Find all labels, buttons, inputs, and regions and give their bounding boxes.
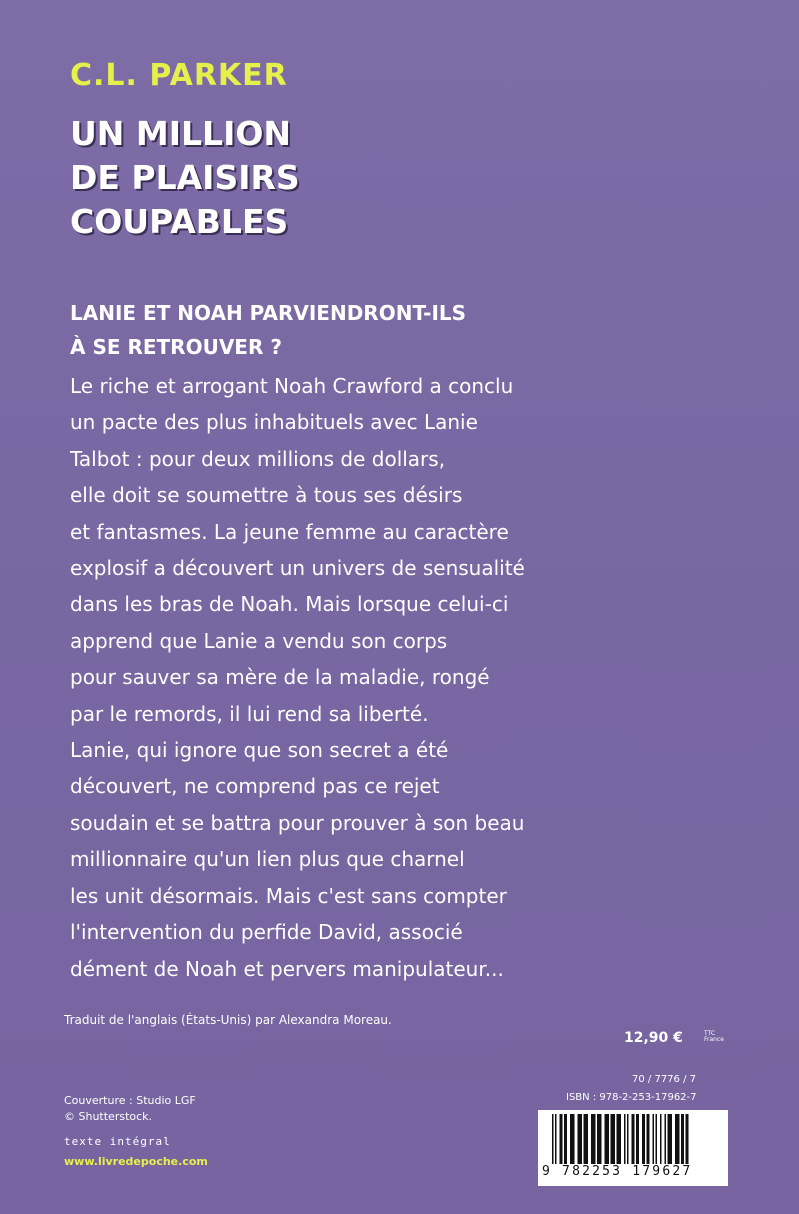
barcode-bar [597, 1114, 602, 1164]
author-name: C.L. PARKER [70, 58, 288, 93]
barcode-bar [564, 1114, 567, 1164]
barcode-bar [668, 1114, 673, 1164]
title-line: DE PLAISIRS [70, 158, 300, 197]
barcode-bar [578, 1114, 583, 1164]
barcode-bar [552, 1114, 554, 1164]
barcode-bar [636, 1114, 639, 1164]
barcode-bar [642, 1114, 645, 1164]
barcode-bar [584, 1114, 589, 1164]
blurb-line: explosif a découvert un univers de sensualité [70, 556, 525, 581]
tagline-line: LANIE ET NOAH PARVIENDRONT-ILS [70, 301, 467, 325]
barcode-bar [555, 1114, 557, 1164]
blurb-line: Le riche et arrogant Noah Crawford a conclu [70, 374, 514, 398]
tagline-line: À SE RETROUVER ? [70, 335, 282, 359]
barcode-bar [570, 1114, 575, 1164]
blurb-line: un pacte des plus inhabituels avec Lanie [70, 410, 478, 435]
title-line: UN MILLION [70, 114, 292, 153]
barcode-bar [660, 1114, 662, 1164]
product-code: 70 / 7776 / 7 [632, 1074, 696, 1085]
blurb-line: Lanie, qui ignore que son secret a été [70, 738, 449, 763]
publisher-website: www.livredepoche.com [64, 1155, 208, 1168]
blurb-line: découvert, ne comprend pas ce rejet [70, 774, 440, 799]
translator-credit: Traduit de l'anglais (États-Unis) par Alexandra Moreau. [64, 1013, 392, 1027]
barcode-bar [611, 1114, 616, 1164]
barcode-bar [627, 1114, 629, 1164]
barcode-bar [675, 1114, 680, 1164]
credit-line: © Shutterstock. [64, 1110, 153, 1123]
barcode-bar [591, 1114, 596, 1164]
barcode-bar [665, 1114, 667, 1164]
price-note: TTC France [704, 1030, 724, 1043]
barcode-bar [605, 1114, 610, 1164]
blurb-line: par le remords, il lui rend sa liberté. [70, 701, 429, 726]
tagline [70, 296, 466, 364]
barcode-bar [560, 1114, 563, 1164]
blurb-line: pour sauver sa mère de la maladie, rongé [70, 665, 490, 690]
blurb-line: les unit désormais. Mais c'est sans compter [70, 883, 507, 908]
blurb-line: dément de Noah et pervers manipulateur... [70, 956, 504, 981]
barcode-bar [681, 1114, 684, 1164]
blurb-line: dans les bras de Noah. Mais lorsque celui-ci [70, 592, 509, 617]
blurb-line: elle doit se soumettre à tous ses désirs [70, 483, 463, 508]
barcode-bar [624, 1114, 626, 1164]
title-line: COUPABLES [70, 202, 289, 241]
isbn: ISBN : 978-2-253-17962-7 [566, 1092, 697, 1103]
barcode-bar [632, 1114, 635, 1164]
barcode [538, 1110, 728, 1186]
barcode-bar [647, 1114, 650, 1164]
integral-text-label: texte intégral [64, 1135, 171, 1148]
blurb-line: l'intervention du perfide David, associé [70, 920, 463, 945]
blurb-line: apprend que Lanie a vendu son corps [70, 628, 448, 653]
barcode-bar [656, 1114, 658, 1164]
barcode-bar [653, 1114, 655, 1164]
book-title [70, 112, 300, 244]
blurb-text [70, 368, 570, 987]
barcode-bar [686, 1114, 689, 1164]
blurb-line: soudain et se battra pour prouver à son beau [70, 810, 525, 835]
barcode-digits: 9 782253 179627 [542, 1164, 724, 1179]
blurb-line: Talbot : pour deux millions de dollars, [70, 446, 446, 471]
cover-credits [64, 1093, 196, 1125]
price: 12,90 € [624, 1030, 683, 1046]
credit-line: Couverture : Studio LGF [64, 1094, 196, 1107]
blurb-line: millionnaire qu'un lien plus que charnel [70, 847, 465, 872]
blurb-line: et fantasmes. La jeune femme au caractère [70, 519, 509, 544]
barcode-bar [617, 1114, 622, 1164]
